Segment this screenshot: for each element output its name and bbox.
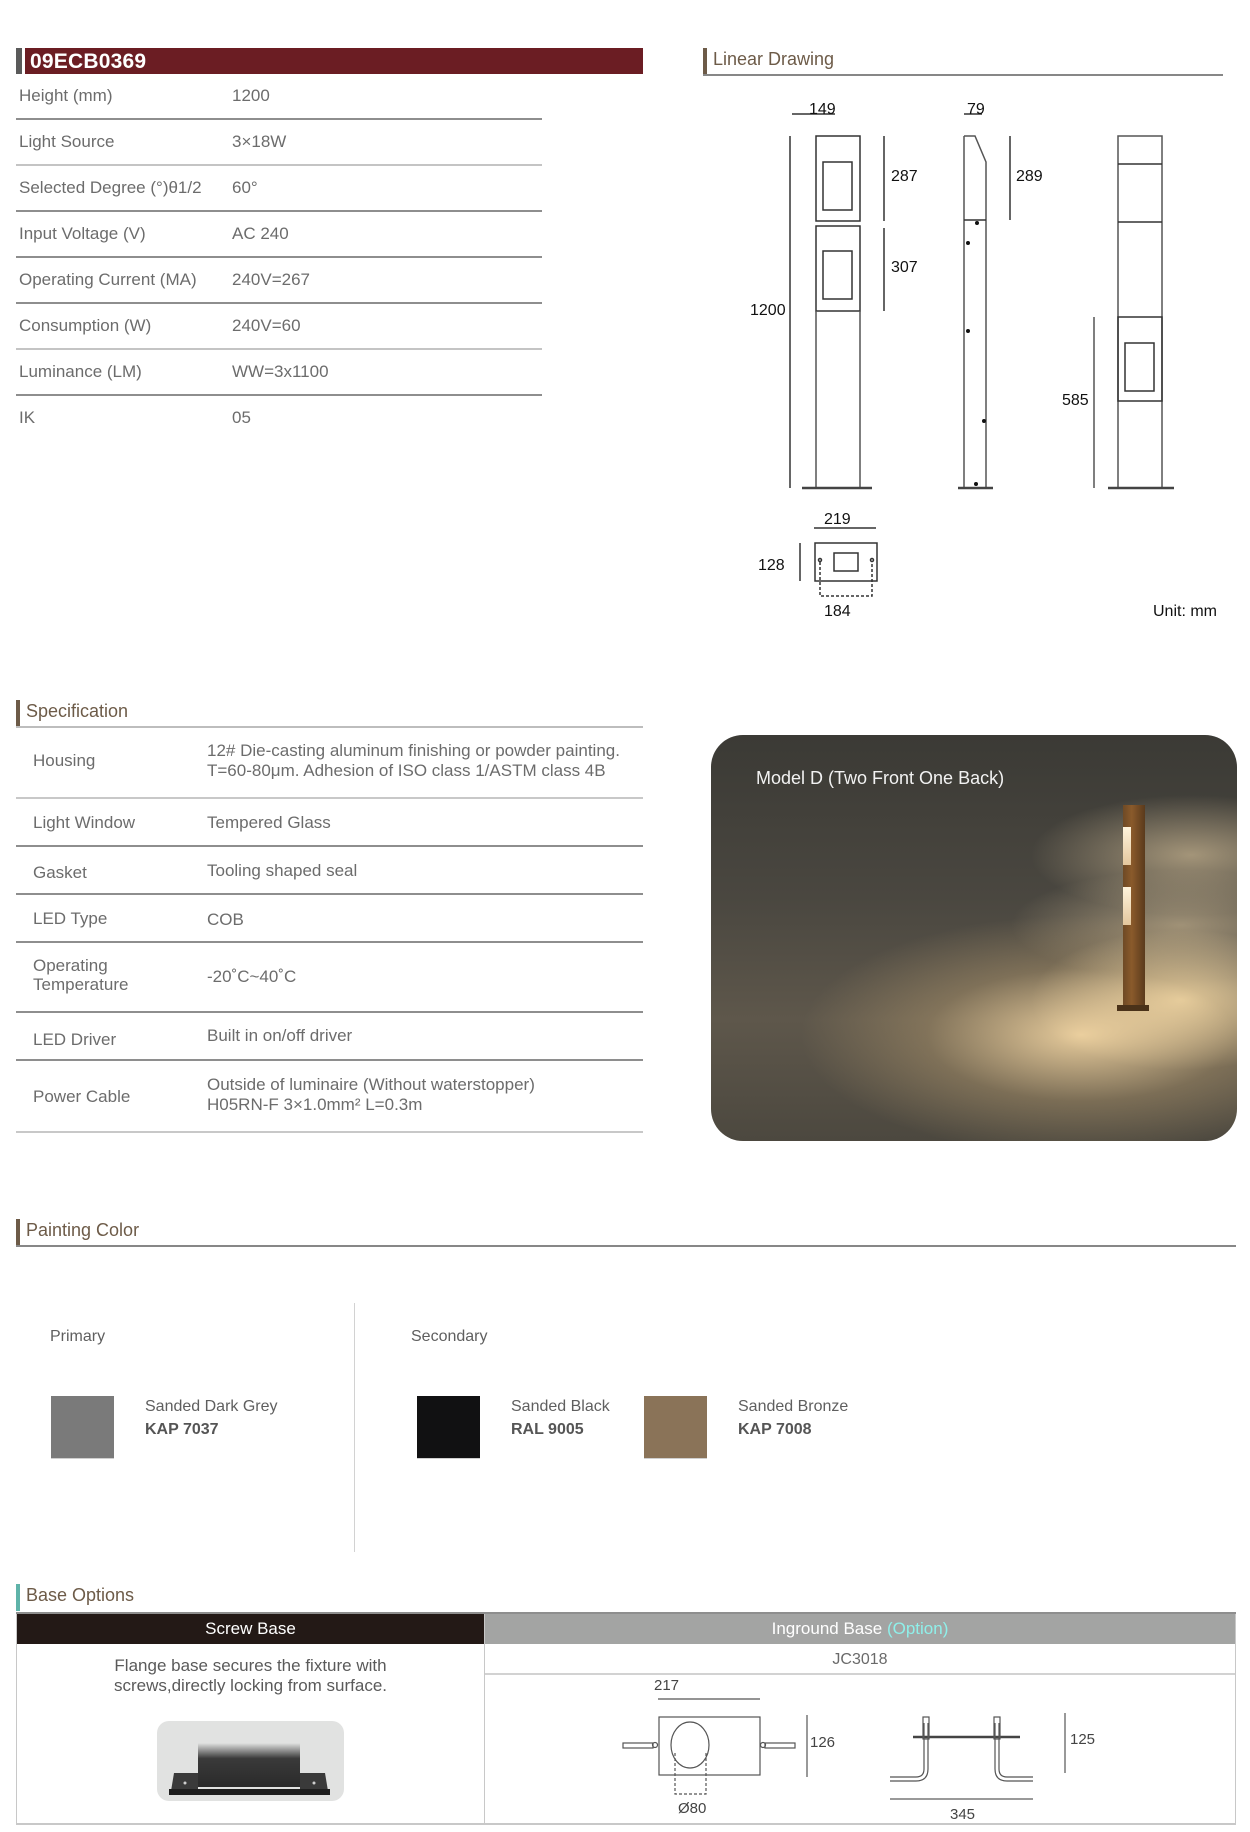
swatch-sanded-bronze (644, 1396, 707, 1459)
product-code: 09ECB0369 (30, 50, 147, 73)
section-accent-bar (16, 1584, 20, 1611)
section-accent-bar (703, 48, 707, 75)
title-bar-divider (22, 48, 25, 74)
spec-value-line: Tooling shaped seal (207, 861, 358, 880)
screw-base-illustration (157, 1721, 344, 1801)
param-row-degree (16, 166, 542, 212)
spec-row-gasket (16, 847, 643, 895)
param-value: 240V=60 (232, 316, 301, 335)
color-group-divider (354, 1303, 355, 1552)
screw-base-header: Screw Base (17, 1614, 484, 1644)
param-label: Operating Current (MA) (19, 270, 197, 289)
specification-header (16, 700, 643, 727)
swatch-name: Sanded Black (511, 1398, 610, 1415)
primary-label: Primary (50, 1328, 106, 1345)
lamp-window (1123, 827, 1131, 865)
spec-label: LED Driver (33, 1030, 117, 1049)
screw-base-photo (157, 1721, 344, 1801)
swatch-code: KAP 7008 (738, 1421, 812, 1438)
row-divider (16, 1131, 643, 1133)
spec-value-line: Tempered Glass (207, 813, 331, 832)
section-title: Base Options (26, 1585, 135, 1605)
desc-line: screws,directly locking from surface. (113, 1676, 388, 1695)
screw-base-column (16, 1614, 485, 1825)
spec-row-operating-temperature (16, 943, 643, 1013)
spec-label-line: Operating (33, 956, 108, 975)
section-title: Specification (26, 701, 129, 721)
base-options-table (16, 1612, 1236, 1826)
dim-hole-spacing: 184 (824, 603, 851, 620)
dim-inground-width: 217 (654, 1677, 680, 1694)
spec-row-housing (16, 729, 643, 799)
spec-label: Gasket (33, 863, 87, 882)
front-view-drawing (790, 114, 884, 488)
lamp-window (1123, 887, 1131, 925)
param-value: 240V=267 (232, 270, 310, 289)
swatch-name: Sanded Bronze (738, 1398, 849, 1415)
inground-base-model: JC3018 (485, 1644, 1235, 1675)
section-underline (16, 726, 643, 728)
spec-label: Housing (33, 751, 96, 770)
painting-color-header (16, 1219, 1236, 1246)
param-row-luminance (16, 350, 542, 396)
spec-label: Power Cable (33, 1087, 131, 1106)
swatch-code: RAL 9005 (511, 1421, 584, 1438)
section-underline (16, 1245, 1236, 1247)
param-label: Input Voltage (V) (19, 224, 146, 243)
param-row-light-source (16, 120, 542, 166)
param-row-consumption (16, 304, 542, 350)
spec-row-led-type (16, 895, 643, 943)
swatch-sanded-dark-grey (51, 1396, 114, 1459)
spec-label-line: Temperature (33, 975, 129, 994)
inground-base-drawing (485, 1677, 1236, 1825)
swatch-sanded-black (417, 1396, 480, 1459)
param-row-operating-current (16, 258, 542, 304)
option-tag: (Option) (886, 1619, 949, 1638)
param-label: Selected Degree (°)θ1/2 (19, 178, 202, 197)
dim-anchor-width: 345 (950, 1806, 976, 1823)
spec-value-line: COB (207, 910, 244, 929)
photo-caption: Model D (Two Front One Back) (756, 768, 1005, 788)
inground-base-column (485, 1614, 1236, 1825)
section-accent-bar (16, 700, 20, 727)
unit-label: Unit: mm (1153, 603, 1217, 620)
param-label: Light Source (19, 132, 115, 151)
spec-value-line: Outside of luminaire (Without waterstopper) (207, 1075, 535, 1094)
dim-back-window: 585 (1062, 392, 1089, 409)
product-title-bar (16, 48, 643, 74)
param-value: WW=3x1100 (232, 362, 329, 381)
linear-drawing-header (703, 48, 1223, 75)
dim-side-top: 289 (1016, 168, 1043, 185)
param-label: Height (mm) (19, 86, 113, 105)
inground-base-header (485, 1614, 1235, 1644)
product-photo (711, 735, 1237, 1141)
desc-line: Flange base secures the fixture with (114, 1656, 387, 1675)
dim-inground-depth: 126 (810, 1734, 836, 1751)
param-value: 3×18W (232, 132, 287, 151)
spec-value-line: Built in on/off driver (207, 1026, 353, 1045)
dim-side-width: 79 (967, 101, 985, 118)
swatch-code: KAP 7037 (145, 1421, 219, 1438)
spec-value-line: -20˚C~40˚C (207, 967, 297, 986)
dim-total-height: 1200 (750, 302, 786, 319)
dim-upper-module: 287 (891, 168, 918, 185)
param-value: 1200 (232, 86, 270, 105)
lamp-post-illustration (1123, 805, 1145, 1010)
dim-front-width: 149 (809, 101, 836, 118)
param-value: AC 240 (232, 224, 289, 243)
section-underline (703, 74, 1223, 76)
lamp-base-illustration (1117, 1005, 1149, 1011)
linear-drawing (700, 90, 1240, 630)
dim-base-width: 219 (824, 511, 851, 528)
spec-row-power-cable (16, 1061, 643, 1133)
swatch-name: Sanded Dark Grey (145, 1398, 278, 1415)
back-view-drawing (1094, 136, 1174, 488)
spec-row-light-window (16, 799, 643, 847)
param-label: Luminance (LM) (19, 362, 142, 381)
section-title: Painting Color (26, 1220, 140, 1240)
section-accent-bar (16, 1219, 20, 1246)
base-plan-drawing (800, 528, 877, 596)
param-label: Consumption (W) (19, 316, 152, 335)
param-row-height (16, 74, 542, 120)
param-value: 60° (232, 178, 258, 197)
dim-inground-hole: Ø80 (678, 1800, 707, 1817)
spec-row-led-driver (16, 1013, 643, 1061)
screw-base-description (17, 1656, 484, 1696)
spec-label: Light Window (33, 813, 136, 832)
side-view-drawing (958, 114, 1010, 488)
dim-base-depth: 128 (758, 557, 785, 574)
inground-base-title: Inground Base (771, 1619, 883, 1638)
spec-label: LED Type (33, 909, 108, 928)
param-row-ik (16, 396, 542, 442)
section-title: Linear Drawing (713, 49, 835, 69)
param-value: 05 (232, 408, 251, 427)
dim-lower-module: 307 (891, 259, 918, 276)
spec-value-line: T=60-80μm. Adhesion of ISO class 1/ASTM class 4B (207, 761, 606, 780)
spec-value-line: 12# Die-casting aluminum finishing or powder painting. (207, 741, 620, 760)
spec-value-line: H05RN-F 3×1.0mm² L=0.3m (207, 1095, 423, 1114)
dim-anchor-height: 125 (1070, 1731, 1096, 1748)
secondary-label: Secondary (411, 1328, 488, 1345)
param-row-input-voltage (16, 212, 542, 258)
param-label: IK (19, 408, 36, 427)
base-options-header (16, 1584, 1236, 1611)
